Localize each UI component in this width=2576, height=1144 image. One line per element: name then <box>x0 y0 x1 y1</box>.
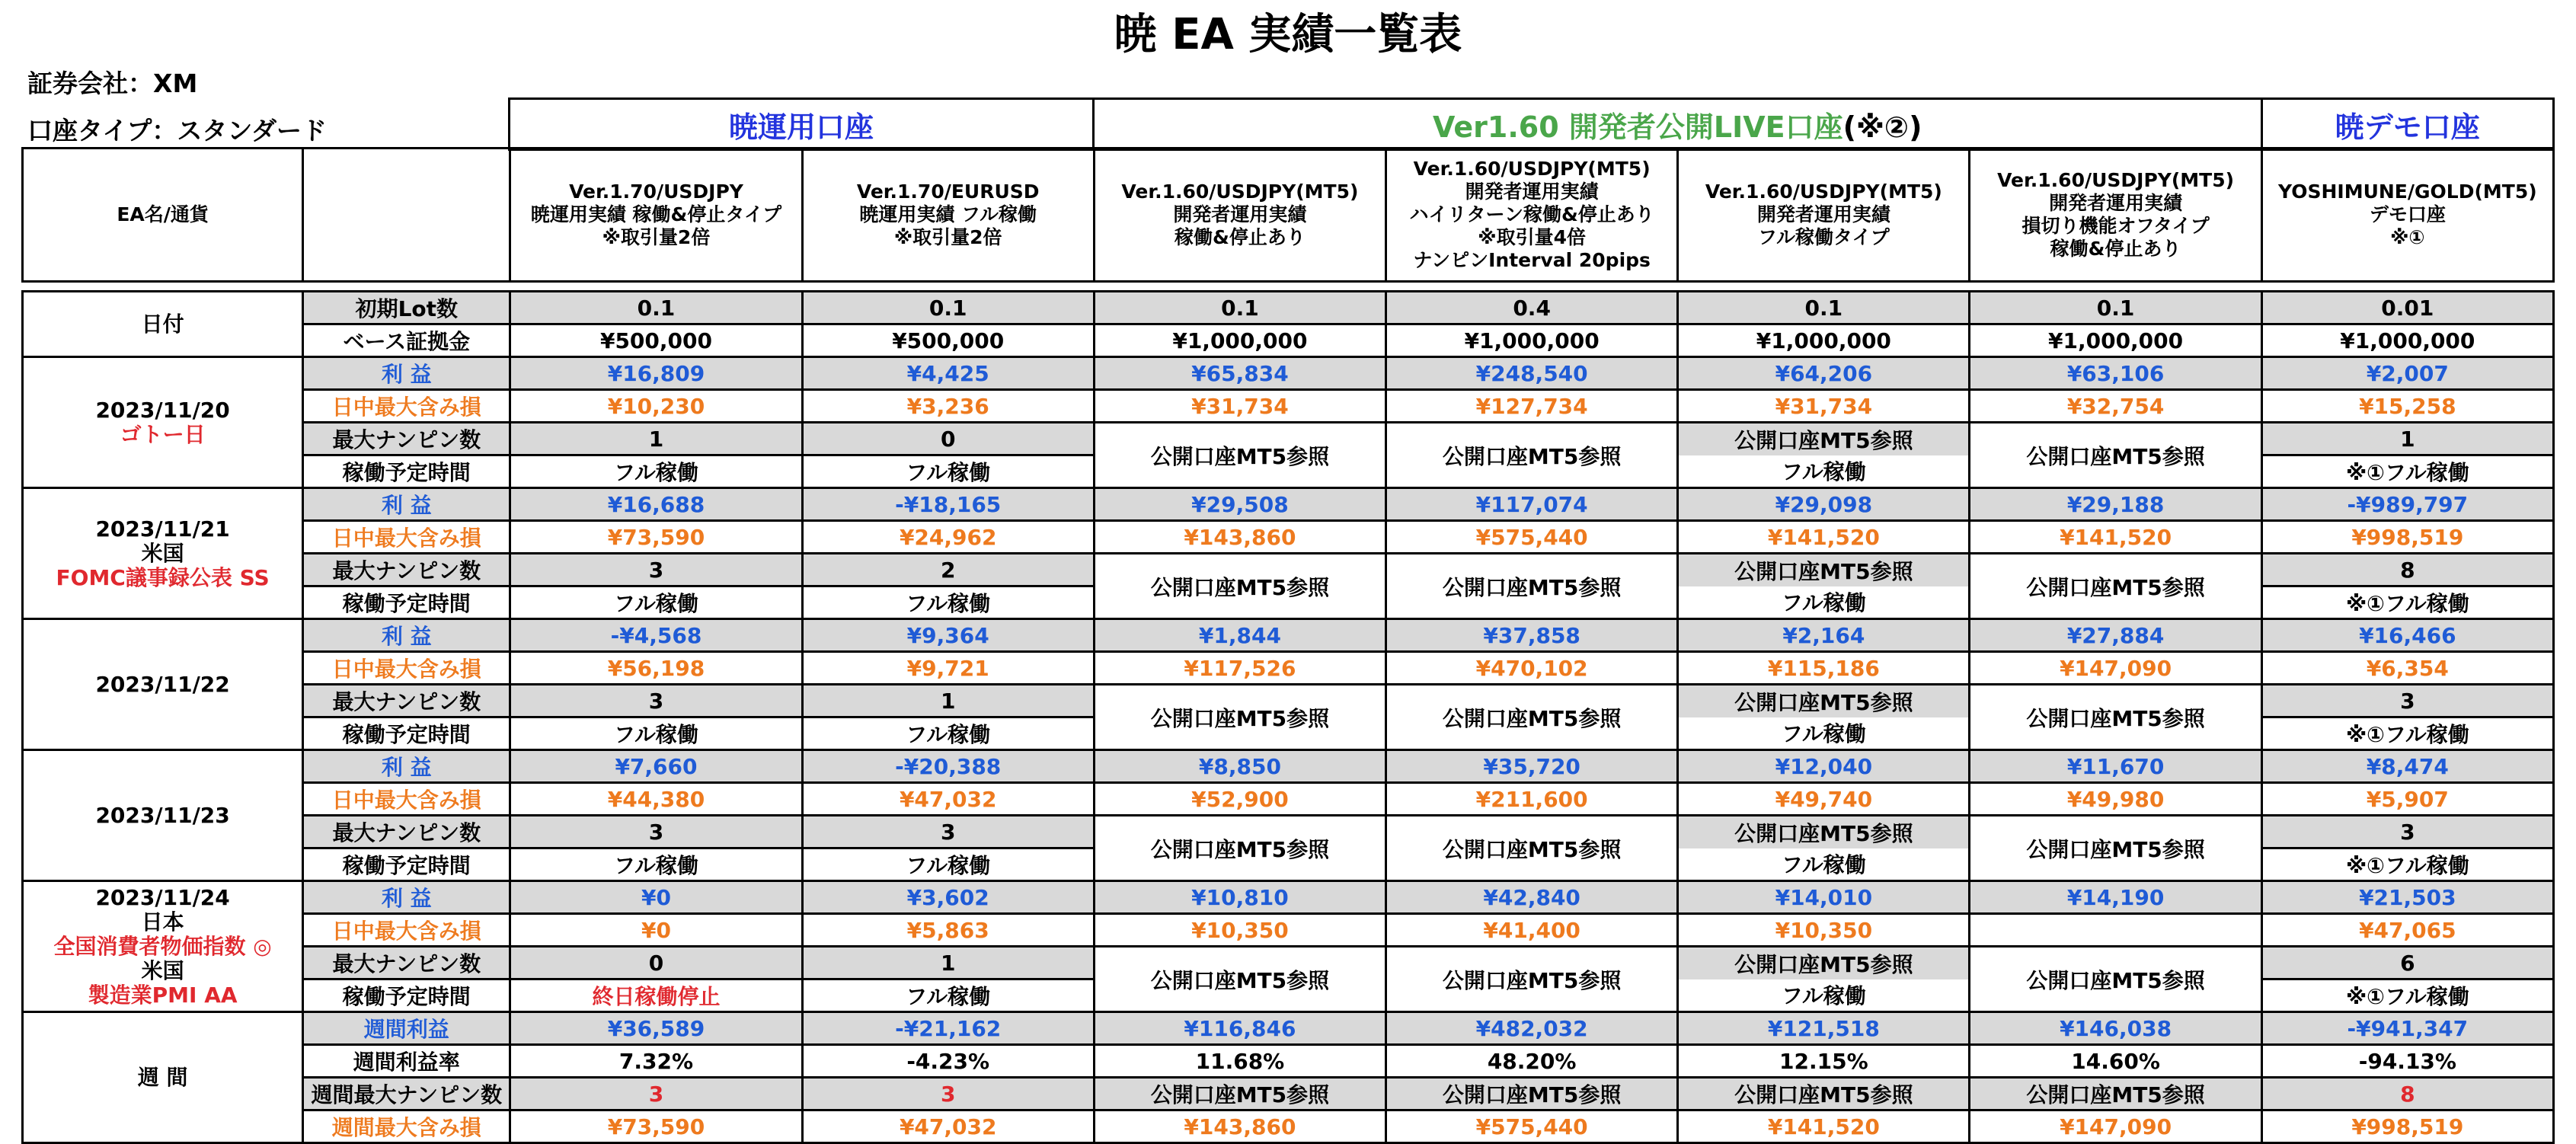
schedule-value: ※①フル稼働 <box>2261 455 2553 488</box>
profit-value: ¥10,810 <box>1094 881 1385 914</box>
max-nanpin-value: 2 <box>802 554 1094 586</box>
base-margin-value: ¥500,000 <box>802 324 1094 357</box>
schedule-value: フル稼働 <box>1678 717 1970 750</box>
public-mt5-reference: 公開口座MT5参照 <box>1094 947 1385 1012</box>
section-gap <box>2261 282 2553 292</box>
profit-value: ¥9,364 <box>802 619 1094 652</box>
day-date-line: 米国 <box>141 957 184 983</box>
profit-value: ¥65,834 <box>1094 357 1385 390</box>
profit-value: ¥21,503 <box>2261 881 2553 914</box>
max-drawdown-value: ¥73,590 <box>510 521 802 554</box>
base-margin-value: ¥1,000,000 <box>1386 324 1678 357</box>
ea-column-header-line: Ver.1.60/USDJPY(MT5) <box>1121 181 1359 203</box>
base-margin-value: ¥1,000,000 <box>2261 324 2553 357</box>
profit-value: ¥117,074 <box>1386 488 1678 521</box>
max-drawdown-value: ¥3,236 <box>802 390 1094 423</box>
ea-column-header <box>1970 149 2261 282</box>
public-mt5-reference: 公開口座MT5参照 <box>1386 423 1678 488</box>
ea-column-header <box>1678 149 1970 282</box>
schedule-value: フル稼働 <box>510 717 802 750</box>
schedule-value: フル稼働 <box>802 717 1094 750</box>
max-nanpin-label: 最大ナンピン数 <box>303 554 510 586</box>
schedule-value: フル稼働 <box>1678 848 1970 881</box>
table-row <box>23 1012 2554 1045</box>
ea-column-header-line: ハイリターン稼働&停止あり <box>1409 203 1654 225</box>
weekly-rate-value: 11.68% <box>1094 1045 1385 1078</box>
weekly-rate-value: 48.20% <box>1386 1045 1678 1078</box>
max-drawdown-value: ¥575,440 <box>1386 521 1678 554</box>
weekly-max-nanpin-value: 公開口座MT5参照 <box>1678 1078 1970 1110</box>
max-drawdown-value: ¥470,102 <box>1386 652 1678 685</box>
max-nanpin-value: 3 <box>802 816 1094 848</box>
table-row <box>23 750 2554 783</box>
section-gap <box>23 282 303 292</box>
public-mt5-reference: 公開口座MT5参照 <box>1970 816 2261 881</box>
max-drawdown-value: ¥6,354 <box>2261 652 2553 685</box>
group-dev-live-title: Ver1.60 開発者公開LIVE口座 <box>1433 110 1843 144</box>
day-date-cell <box>23 750 303 881</box>
ea-column-header-line: フル稼働タイプ <box>1757 226 1890 248</box>
public-mt5-reference: 公開口座MT5参照 <box>1094 685 1385 750</box>
max-drawdown-value: ¥56,198 <box>510 652 802 685</box>
profit-value: -¥20,388 <box>802 750 1094 783</box>
schedule-value: フル稼働 <box>1678 455 1970 488</box>
account-type-label: 口座タイプ：スタンダード <box>27 116 328 145</box>
ea-column-header-line: ※① <box>2390 226 2425 248</box>
profit-value: ¥16,688 <box>510 488 802 521</box>
schedule-value: フル稼働 <box>802 848 1094 881</box>
schedule-value: ※①フル稼働 <box>2261 586 2553 619</box>
max-nanpin-value: 1 <box>802 947 1094 979</box>
section-gap <box>802 282 1094 292</box>
table-row <box>23 1045 2554 1078</box>
schedule-label: 稼働予定時間 <box>303 455 510 488</box>
weekly-max-nanpin-value: 3 <box>802 1078 1094 1110</box>
max-drawdown-value: ¥49,740 <box>1678 783 1970 816</box>
ea-column-header <box>802 149 1094 282</box>
weekly-profit-value: ¥116,846 <box>1094 1012 1385 1045</box>
ea-column-header-line: ※取引量4倍 <box>1478 226 1586 248</box>
table-row <box>23 947 2554 979</box>
max-nanpin-label: 最大ナンピン数 <box>303 685 510 717</box>
day-date-line: FOMC議事録公表 SS <box>56 564 270 590</box>
ea-column-header-line: 開発者運用実績 <box>1465 181 1599 203</box>
ea-column-header <box>1386 149 1678 282</box>
schedule-value: フル稼働 <box>510 586 802 619</box>
performance-table <box>21 147 2555 1144</box>
weekly-rate-value: 7.32% <box>510 1045 802 1078</box>
section-gap <box>510 282 802 292</box>
initial-lot-value: 0.1 <box>1678 292 1970 324</box>
table-row <box>23 1078 2554 1110</box>
max-drawdown-value: ¥47,065 <box>2261 914 2553 947</box>
public-mt5-reference: 公開口座MT5参照 <box>1678 947 1970 979</box>
public-mt5-reference: 公開口座MT5参照 <box>1094 816 1385 881</box>
max-drawdown-value: ¥10,350 <box>1094 914 1385 947</box>
weekly-profit-value: ¥36,589 <box>510 1012 802 1045</box>
ea-column-header-line: 稼働&停止あり <box>2050 238 2181 260</box>
profit-value: ¥42,840 <box>1386 881 1678 914</box>
section-gap <box>1970 282 2261 292</box>
public-mt5-reference: 公開口座MT5参照 <box>1678 423 1970 455</box>
table-row <box>23 1110 2554 1143</box>
ea-column-header-line: Ver.1.60/USDJPY(MT5) <box>1413 158 1651 180</box>
weekly-max-drawdown-value: ¥141,520 <box>1678 1110 1970 1143</box>
profit-value: ¥29,188 <box>1970 488 2261 521</box>
public-mt5-reference: 公開口座MT5参照 <box>1386 685 1678 750</box>
max-nanpin-value: 3 <box>2261 816 2553 848</box>
profit-value: ¥2,164 <box>1678 619 1970 652</box>
weekly-profit-value: ¥121,518 <box>1678 1012 1970 1045</box>
profit-value: ¥8,850 <box>1094 750 1385 783</box>
day-date-line: 2023/11/21 <box>95 516 230 542</box>
weekly-max-drawdown-value: ¥143,860 <box>1094 1110 1385 1143</box>
profit-value: ¥1,844 <box>1094 619 1385 652</box>
profit-label: 利 益 <box>303 619 510 652</box>
ea-name-header: EA名/通貨 <box>23 149 303 282</box>
day-date-line: 2023/11/24 <box>95 884 230 910</box>
weekly-max-drawdown-value: ¥147,090 <box>1970 1110 2261 1143</box>
base-margin-value: ¥500,000 <box>510 324 802 357</box>
max-drawdown-value: ¥211,600 <box>1386 783 1678 816</box>
profit-value: ¥14,190 <box>1970 881 2261 914</box>
max-nanpin-value: 0 <box>510 947 802 979</box>
day-date-cell <box>23 357 303 488</box>
table-row <box>23 521 2554 554</box>
max-drawdown-value: ¥31,734 <box>1094 390 1385 423</box>
broker-label: 証券会社：XM <box>27 69 198 98</box>
max-drawdown-value: ¥9,721 <box>802 652 1094 685</box>
profit-value: ¥37,858 <box>1386 619 1678 652</box>
weekly-rate-value: 14.60% <box>1970 1045 2261 1078</box>
public-mt5-reference: 公開口座MT5参照 <box>1678 816 1970 848</box>
schedule-value: ※①フル稼働 <box>2261 717 2553 750</box>
ea-column-header <box>1094 149 1385 282</box>
base-margin-value: ¥1,000,000 <box>1094 324 1385 357</box>
table-row <box>23 292 2554 324</box>
max-nanpin-value: 3 <box>510 816 802 848</box>
profit-value: ¥16,466 <box>2261 619 2553 652</box>
max-drawdown-value <box>1970 914 2261 947</box>
weekly-profit-value: -¥21,162 <box>802 1012 1094 1045</box>
profit-label: 利 益 <box>303 881 510 914</box>
day-date-cell <box>23 881 303 1012</box>
weekly-max-drawdown-value: ¥73,590 <box>510 1110 802 1143</box>
public-mt5-reference: 公開口座MT5参照 <box>1970 423 2261 488</box>
max-drawdown-value: ¥49,980 <box>1970 783 2261 816</box>
profit-value: ¥11,670 <box>1970 750 2261 783</box>
ea-column-header-line: ※取引量2倍 <box>602 226 711 248</box>
day-date-line: 製造業PMI AA <box>88 982 238 1008</box>
weekly-profit-label: 週間利益 <box>303 1012 510 1045</box>
public-mt5-reference: 公開口座MT5参照 <box>1386 816 1678 881</box>
schedule-value: ※①フル稼働 <box>2261 848 2553 881</box>
day-date-line: 米国 <box>141 540 184 566</box>
profit-value: ¥248,540 <box>1386 357 1678 390</box>
ea-column-header-line: 開発者運用実績 <box>1173 203 1307 225</box>
day-date-line: 日本 <box>141 909 184 935</box>
profit-value: ¥27,884 <box>1970 619 2261 652</box>
profit-value: ¥16,809 <box>510 357 802 390</box>
ea-column-header-line: ナンピンInterval 20pips <box>1413 249 1651 271</box>
public-mt5-reference: 公開口座MT5参照 <box>1386 554 1678 619</box>
base-margin-value: ¥1,000,000 <box>1970 324 2261 357</box>
initial-lot-value: 0.1 <box>802 292 1094 324</box>
max-drawdown-value: ¥15,258 <box>2261 390 2553 423</box>
profit-value: ¥3,602 <box>802 881 1094 914</box>
initial-lot-label: 初期Lot数 <box>303 292 510 324</box>
weekly-rate-value: 12.15% <box>1678 1045 1970 1078</box>
date-header: 日付 <box>23 292 303 357</box>
max-drawdown-value: ¥5,907 <box>2261 783 2553 816</box>
ea-column-header <box>510 149 802 282</box>
schedule-label: 稼働予定時間 <box>303 848 510 881</box>
max-drawdown-label: 日中最大含み損 <box>303 652 510 685</box>
max-nanpin-value: 3 <box>510 554 802 586</box>
max-drawdown-value: ¥147,090 <box>1970 652 2261 685</box>
profit-label: 利 益 <box>303 357 510 390</box>
profit-label: 利 益 <box>303 750 510 783</box>
table-row <box>23 390 2554 423</box>
table-row <box>23 423 2554 455</box>
ea-column-header-line: 開発者運用実績 <box>2049 192 2183 214</box>
max-nanpin-value: 1 <box>2261 423 2553 455</box>
weekly-rate-value: -94.13% <box>2261 1045 2553 1078</box>
max-drawdown-label: 日中最大含み損 <box>303 914 510 947</box>
public-mt5-reference: 公開口座MT5参照 <box>1678 554 1970 586</box>
day-date-cell <box>23 488 303 619</box>
max-drawdown-value: ¥143,860 <box>1094 521 1385 554</box>
weekly-profit-value: -¥941,347 <box>2261 1012 2553 1045</box>
profit-value: ¥29,508 <box>1094 488 1385 521</box>
ea-column-header-line: 暁運用実績 フル稼働 <box>859 203 1037 225</box>
weekly-rate-value: -4.23% <box>802 1045 1094 1078</box>
public-mt5-reference: 公開口座MT5参照 <box>1970 554 2261 619</box>
max-nanpin-label: 最大ナンピン数 <box>303 947 510 979</box>
table-row <box>23 914 2554 947</box>
group-spacer <box>21 99 302 150</box>
profit-value: ¥4,425 <box>802 357 1094 390</box>
profit-value: -¥989,797 <box>2261 488 2553 521</box>
weekly-max-nanpin-value: 3 <box>510 1078 802 1110</box>
group-demo-account: 暁デモ口座 <box>2261 99 2553 150</box>
group-dev-live-note: (※②) <box>1843 110 1922 144</box>
profit-value: ¥0 <box>510 881 802 914</box>
table-row <box>23 652 2554 685</box>
ea-column-header-line: 稼働&停止あり <box>1175 226 1306 248</box>
schedule-value: フル稼働 <box>510 455 802 488</box>
max-drawdown-value: ¥47,032 <box>802 783 1094 816</box>
profit-value: ¥7,660 <box>510 750 802 783</box>
max-nanpin-label: 最大ナンピン数 <box>303 423 510 455</box>
ea-column-header-line: Ver.1.60/USDJPY(MT5) <box>1705 181 1942 203</box>
ea-column-header-line: YOSHIMUNE/GOLD(MT5) <box>2278 181 2537 203</box>
profit-value: ¥63,106 <box>1970 357 2261 390</box>
profit-value: -¥4,568 <box>510 619 802 652</box>
max-drawdown-value: ¥117,526 <box>1094 652 1385 685</box>
ea-column-header-line: 開発者運用実績 <box>1756 203 1890 225</box>
section-gap <box>1094 282 1385 292</box>
table-row <box>23 881 2554 914</box>
table-row <box>23 324 2554 357</box>
weekly-max-nanpin-value: 公開口座MT5参照 <box>1970 1078 2261 1110</box>
day-date-line: 2023/11/20 <box>95 397 230 423</box>
group-dev-live-account <box>1093 99 2261 150</box>
weekly-profit-value: ¥482,032 <box>1386 1012 1678 1045</box>
base-margin-label: ベース証拠金 <box>303 324 510 357</box>
section-gap <box>1386 282 1678 292</box>
account-group-header <box>21 97 2555 151</box>
schedule-label: 稼働予定時間 <box>303 717 510 750</box>
weekly-max-drawdown-value: ¥575,440 <box>1386 1110 1678 1143</box>
schedule-label: 稼働予定時間 <box>303 979 510 1012</box>
weekly-max-drawdown-label: 週間最大含み損 <box>303 1110 510 1143</box>
max-drawdown-value: ¥115,186 <box>1678 652 1970 685</box>
max-drawdown-value: ¥141,520 <box>1678 521 1970 554</box>
table-row <box>23 488 2554 521</box>
max-nanpin-value: 1 <box>802 685 1094 717</box>
max-drawdown-value: ¥998,519 <box>2261 521 2553 554</box>
weekly-rate-label: 週間利益率 <box>303 1045 510 1078</box>
max-nanpin-value: 1 <box>510 423 802 455</box>
ea-column-header-line: Ver.1.70/EURUSD <box>856 181 1040 203</box>
schedule-value: フル稼働 <box>510 848 802 881</box>
max-drawdown-value: ¥5,863 <box>802 914 1094 947</box>
max-drawdown-value: ¥31,734 <box>1678 390 1970 423</box>
weekly-max-nanpin-value: 公開口座MT5参照 <box>1094 1078 1385 1110</box>
ea-column-header-line: Ver.1.60/USDJPY(MT5) <box>1997 169 2235 191</box>
initial-lot-value: 0.1 <box>510 292 802 324</box>
public-mt5-reference: 公開口座MT5参照 <box>1094 554 1385 619</box>
schedule-value: ※①フル稼働 <box>2261 979 2553 1012</box>
ea-column-header-line: ※取引量2倍 <box>893 226 1002 248</box>
initial-lot-value: 0.1 <box>1970 292 2261 324</box>
table-row <box>23 816 2554 848</box>
day-date-line: 2023/11/22 <box>95 671 230 697</box>
public-mt5-reference: 公開口座MT5参照 <box>1970 685 2261 750</box>
ea-column-header-line: 暁運用実績 稼働&停止タイプ <box>530 203 782 225</box>
table-row <box>23 357 2554 390</box>
table-row <box>23 149 2554 282</box>
profit-value: ¥35,720 <box>1386 750 1678 783</box>
ea-column-header-line: 損切り機能オフタイプ <box>2021 215 2210 237</box>
schedule-value: 終日稼働停止 <box>510 979 802 1012</box>
profit-value: ¥2,007 <box>2261 357 2553 390</box>
max-drawdown-value: ¥10,230 <box>510 390 802 423</box>
max-drawdown-value: ¥44,380 <box>510 783 802 816</box>
max-nanpin-value: 6 <box>2261 947 2553 979</box>
weekly-max-nanpin-value: 公開口座MT5参照 <box>1386 1078 1678 1110</box>
max-drawdown-value: ¥141,520 <box>1970 521 2261 554</box>
max-drawdown-value: ¥0 <box>510 914 802 947</box>
schedule-value: フル稼働 <box>802 586 1094 619</box>
weekly-max-nanpin-value: 8 <box>2261 1078 2553 1110</box>
day-date-line: 全国消費者物価指数 ◎ <box>53 933 272 959</box>
profit-value: ¥14,010 <box>1678 881 1970 914</box>
max-drawdown-value: ¥52,900 <box>1094 783 1385 816</box>
group-spacer <box>302 99 509 150</box>
weekly-profit-value: ¥146,038 <box>1970 1012 2261 1045</box>
max-drawdown-label: 日中最大含み損 <box>303 783 510 816</box>
schedule-value: フル稼働 <box>802 455 1094 488</box>
table-row <box>23 282 2554 292</box>
header-blank-cell <box>303 149 510 282</box>
profit-value: ¥64,206 <box>1678 357 1970 390</box>
page-title: 暁 EA 実績一覧表 <box>1114 10 1462 59</box>
profit-value: ¥12,040 <box>1678 750 1970 783</box>
table-row <box>23 783 2554 816</box>
section-gap <box>303 282 510 292</box>
table-row <box>23 685 2554 717</box>
public-mt5-reference: 公開口座MT5参照 <box>1970 947 2261 1012</box>
max-nanpin-value: 3 <box>2261 685 2553 717</box>
public-mt5-reference: 公開口座MT5参照 <box>1094 423 1385 488</box>
ea-column-header <box>2261 149 2553 282</box>
table-row <box>23 619 2554 652</box>
week-summary-label: 週 間 <box>23 1012 303 1143</box>
profit-value: -¥18,165 <box>802 488 1094 521</box>
schedule-label: 稼働予定時間 <box>303 586 510 619</box>
weekly-max-drawdown-value: ¥998,519 <box>2261 1110 2553 1143</box>
group-akatsuki-account: 暁運用口座 <box>510 99 1094 150</box>
public-mt5-reference: 公開口座MT5参照 <box>1678 685 1970 717</box>
profit-label: 利 益 <box>303 488 510 521</box>
day-date-line: ゴトー日 <box>120 421 206 447</box>
max-drawdown-value: ¥24,962 <box>802 521 1094 554</box>
profit-value: ¥8,474 <box>2261 750 2553 783</box>
max-nanpin-label: 最大ナンピン数 <box>303 816 510 848</box>
day-date-cell <box>23 619 303 750</box>
max-drawdown-label: 日中最大含み損 <box>303 521 510 554</box>
weekly-max-drawdown-value: ¥47,032 <box>802 1110 1094 1143</box>
weekly-max-nanpin-label: 週間最大ナンピン数 <box>303 1078 510 1110</box>
max-drawdown-value: ¥10,350 <box>1678 914 1970 947</box>
max-drawdown-value: ¥127,734 <box>1386 390 1678 423</box>
profit-value: ¥29,098 <box>1678 488 1970 521</box>
public-mt5-reference: 公開口座MT5参照 <box>1386 947 1678 1012</box>
max-drawdown-value: ¥32,754 <box>1970 390 2261 423</box>
max-drawdown-value: ¥41,400 <box>1386 914 1678 947</box>
initial-lot-value: 0.4 <box>1386 292 1678 324</box>
section-gap <box>1678 282 1970 292</box>
ea-column-header-line: Ver.1.70/USDJPY <box>569 181 743 203</box>
ea-column-header-line: デモ口座 <box>2369 203 2446 225</box>
initial-lot-value: 0.1 <box>1094 292 1385 324</box>
table-row <box>23 554 2554 586</box>
schedule-value: フル稼働 <box>802 979 1094 1012</box>
base-margin-value: ¥1,000,000 <box>1678 324 1970 357</box>
max-nanpin-value: 0 <box>802 423 1094 455</box>
max-nanpin-value: 8 <box>2261 554 2553 586</box>
schedule-value: フル稼働 <box>1678 979 1970 1012</box>
initial-lot-value: 0.01 <box>2261 292 2553 324</box>
max-nanpin-value: 3 <box>510 685 802 717</box>
max-drawdown-label: 日中最大含み損 <box>303 390 510 423</box>
schedule-value: フル稼働 <box>1678 586 1970 619</box>
day-date-line: 2023/11/23 <box>95 802 230 828</box>
